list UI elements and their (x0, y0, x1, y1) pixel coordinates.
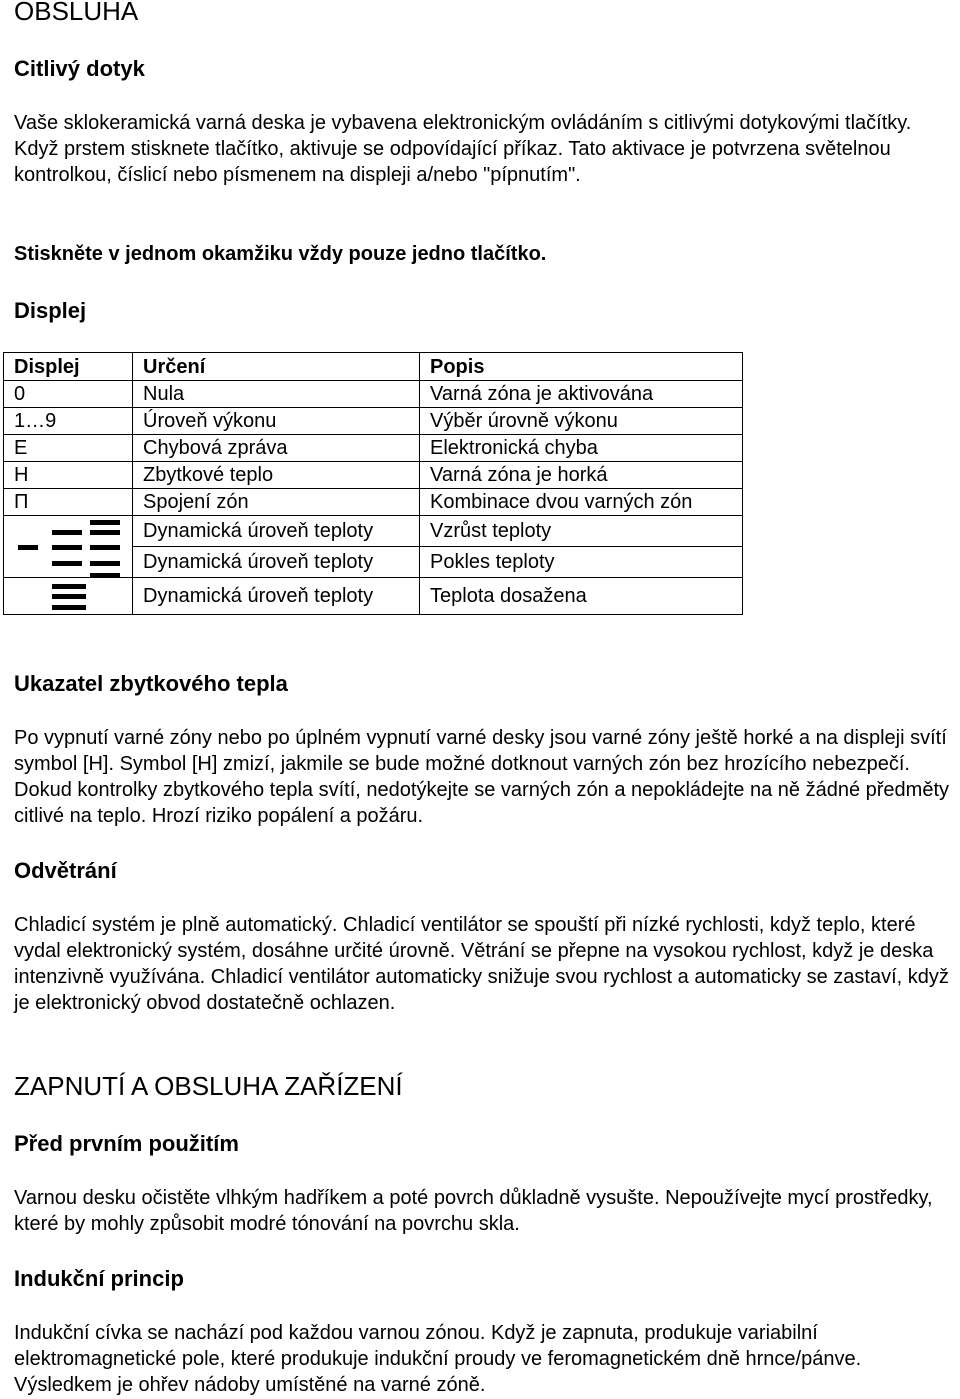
table-row (4, 489, 743, 516)
residual-paragraph: Po vypnutí varné zóny nebo po úplném vypnutí varné desky jsou varné zóny ještě horké a na displeji svítí symbol [H]. Symbol [H] zmizí, jakmile se bude možné dotknout varných zón bez hrozícího nebezpečí. Dokud kontrolky zbytkového tepla svítí, nedotýkejte se varných zón a nepokládejte na ně žádné předměty citlivé na teplo. Hrozí riziko popálení a požáru. (14, 727, 949, 827)
column-header: Displej (4, 353, 133, 381)
page-title: OBSLUHA (14, 0, 139, 26)
column-header: Určení (133, 353, 420, 381)
temperature-reached-cell (4, 578, 133, 615)
equal-bars-icon (4, 578, 132, 614)
description-cell: Pokles teploty (420, 547, 743, 578)
display-cell: Π (4, 489, 133, 516)
section-heading-first-use: Před prvním použitím (14, 1131, 239, 1156)
meaning-cell: Dynamická úroveň teploty (133, 547, 420, 578)
ventilation-paragraph: Chladicí systém je plně automatický. Chladicí ventilátor se spouští při nízké rychlosti, když teplo, které vydal elektronický systém, dosáhne určité úrovně. Větrání se přepne na vysokou rychlost, když je deska intenzivně využívána. Chladicí ventilátor automaticky snižuje svou rychlost a automaticky se zastaví, když je elektronický obvod dostatečně ochlazen. (14, 914, 949, 1014)
display-cell: 0 (4, 381, 133, 408)
meaning-cell: Spojení zón (133, 489, 420, 516)
section-heading-residual: Ukazatel zbytkového tepla (14, 671, 288, 696)
induction-paragraph: Indukční cívka se nachází pod každou varnou zónou. Když je zapnuta, produkuje variabilní elektromagnetické pole, které produkuje indukční proudy ve feromagnetickém dně hrnce/pánve. Výsledkem je ohřev nádoby umístěné na varné zóně. (14, 1322, 862, 1396)
section-heading-ventilation: Odvětrání (14, 858, 117, 883)
rising-falling-bars-icon (4, 517, 132, 577)
meaning-cell: Dynamická úroveň teploty (133, 516, 420, 547)
description-cell: Výběr úrovně výkonu (420, 408, 743, 435)
description-cell: Teplota dosažena (420, 578, 743, 615)
first-use-paragraph: Varnou desku očistěte vlhkým hadříkem a poté povrch důkladně vysušte. Nepoužívejte mycí prostředky, které by mohly způsobit modré tónování na povrchu skla. (14, 1187, 933, 1235)
description-cell: Elektronická chyba (420, 435, 743, 462)
display-cell: H (4, 462, 133, 489)
table-row (4, 516, 743, 547)
section-heading-induction: Indukční princip (14, 1266, 184, 1291)
touch-note: Stiskněte v jednom okamžiku vždy pouze jedno tlačítko. (14, 243, 547, 265)
description-cell: Vzrůst teploty (420, 516, 743, 547)
display-cell: E (4, 435, 133, 462)
table-row (4, 435, 743, 462)
table-row (4, 408, 743, 435)
display-table (3, 352, 743, 615)
description-cell: Varná zóna je horká (420, 462, 743, 489)
touch-paragraph: Vaše sklokeramická varná deska je vybavena elektronickým ovládáním s citlivými dotykovými tlačítky. Když prstem stisknete tlačítko, aktivuje se odpovídající příkaz. Tato aktivace je potvrzena světelnou kontrolkou, číslicí nebo písmenem na displeji a/nebo "pípnutím". (14, 112, 912, 186)
section-heading-display: Displej (14, 298, 87, 323)
table-header-row (4, 353, 743, 381)
description-cell: Kombinace dvou varných zón (420, 489, 743, 516)
meaning-cell: Nula (133, 381, 420, 408)
meaning-cell: Dynamická úroveň teploty (133, 578, 420, 615)
table-row (4, 578, 743, 615)
display-cell: 1…9 (4, 408, 133, 435)
table-row (4, 462, 743, 489)
page-title-2: ZAPNUTÍ A OBSLUHA ZAŘÍZENÍ (14, 1071, 403, 1101)
column-header: Popis (420, 353, 743, 381)
table-row (4, 381, 743, 408)
meaning-cell: Úroveň výkonu (133, 408, 420, 435)
section-heading-touch: Citlivý dotyk (14, 56, 145, 81)
temperature-bars-cell (4, 516, 133, 578)
meaning-cell: Zbytkové teplo (133, 462, 420, 489)
description-cell: Varná zóna je aktivována (420, 381, 743, 408)
meaning-cell: Chybová zpráva (133, 435, 420, 462)
